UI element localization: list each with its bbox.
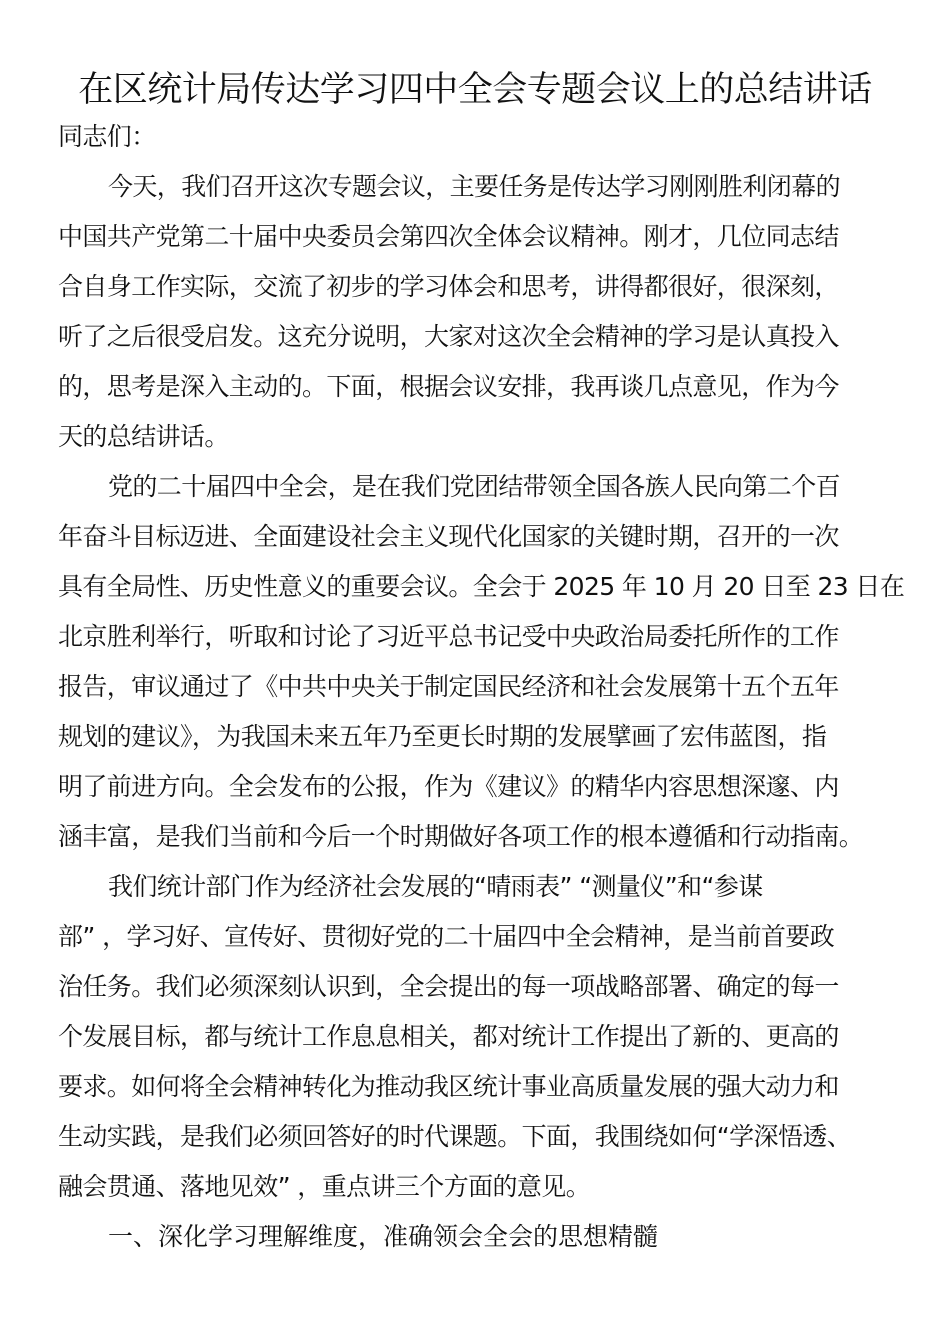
text-line: 合自身工作实际，交流了初步的学习体会和思考，讲得都很好，很深刻， bbox=[58, 272, 839, 301]
text-line: 个发展目标，都与统计工作息息相关，都对统计工作提出了新的、更高的 bbox=[58, 1022, 839, 1051]
text-line: 北京胜利举行，听取和讨论了习近平总书记受中央政治局委托所作的工作 bbox=[58, 622, 839, 651]
text-line: 党的二十届四中全会，是在我们党团结带领全国各族人民向第二个百 bbox=[108, 472, 841, 501]
text-line: 中国共产党第二十届中央委员会第四次全体会议精神。刚才，几位同志结 bbox=[58, 222, 839, 251]
text-line: 报告，审议通过了《中共中央关于制定国民经济和社会发展第十五个五年 bbox=[58, 672, 839, 701]
text-line: 明了前进方向。全会发布的公报，作为《建议》的精华内容思想深邃、内 bbox=[58, 772, 839, 801]
text-line: 具有全局性、历史性意义的重要会议。全会于 2025 年 10 月 20 日至 23 日在 bbox=[58, 572, 905, 601]
text-line: 生动实践，是我们必须回答好的时代课题。下面，我围绕如何“学深悟透、 bbox=[58, 1122, 852, 1151]
text-line: 听了之后很受启发。这充分说明，大家对这次全会精神的学习是认真投入 bbox=[58, 322, 839, 351]
section-heading: 一、深化学习理解维度，准确领会全会的思想精髓 bbox=[108, 1222, 659, 1251]
text-line: 我们统计部门作为经济社会发展的“晴雨表” “测量仪”和“参谋 bbox=[108, 872, 763, 901]
text-line: 涵丰富，是我们当前和今后一个时期做好各项工作的根本遵循和行动指南。 bbox=[58, 822, 864, 851]
text-line: 治任务。我们必须深刻认识到，全会提出的每一项战略部署、确定的每一 bbox=[58, 972, 839, 1001]
text-line: 要求。如何将全会精神转化为推动我区统计事业高质量发展的强大动力和 bbox=[58, 1072, 839, 1101]
text-line: 部” ，学习好、宣传好、贯彻好党的二十届四中全会精神，是当前首要政 bbox=[58, 922, 835, 951]
text-line: 年奋斗目标迈进、全面建设社会主义现代化国家的关键时期，召开的一次 bbox=[58, 522, 839, 551]
text-line: 今天，我们召开这次专题会议，主要任务是传达学习刚刚胜利闭幕的 bbox=[108, 172, 841, 201]
text-line: 规划的建议》，为我国未来五年乃至更长时期的发展擘画了宏伟蓝图，指 bbox=[58, 722, 827, 751]
text-line: 的，思考是深入主动的。下面，根据会议安排，我再谈几点意见，作为今 bbox=[58, 372, 839, 401]
text-line: 融会贯通、落地见效” ，重点讲三个方面的意见。 bbox=[58, 1172, 591, 1201]
document-title: 在区统计局传达学习四中全会专题会议上的总结讲话 bbox=[78, 70, 872, 110]
text-line: 天的总结讲话。 bbox=[58, 422, 229, 451]
salutation: 同志们： bbox=[58, 122, 156, 151]
